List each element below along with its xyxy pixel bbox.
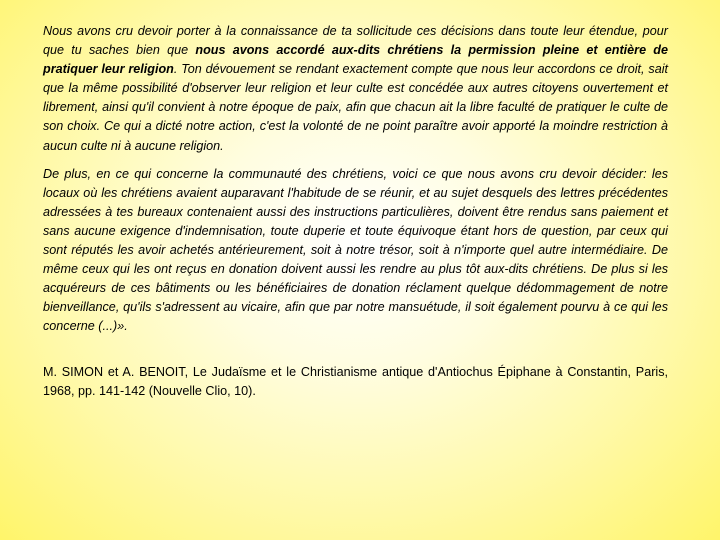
paragraph-2 xyxy=(43,165,668,337)
paragraph-1-emphasis: nous avons accordé aux-dits chrétiens la permission pleine et entière de pratiquer leur religion xyxy=(43,43,668,77)
document-page xyxy=(43,22,668,410)
paragraph-1 xyxy=(43,22,668,156)
paragraph-2-text: De plus, en ce qui concerne la communauté des chrétiens, voici ce que nous avons cru devoir décider: les locaux où les chrétiens avaient auparavant l'habitude de se réunir, et au sujet desquels des lettres précédentes adressées à tes bureaux contenaient aussi des instructions particulières, doivent être rendus sans paiement et sans aucune exigence d'indemnisation, toute duperie et toute équivoque étant hors de question, par ceux qui sont réputés les avoir achetés antérieurement, soit à notre trésor, soit à n'importe quel autre intermédiaire. De même ceux qui les ont reçus en donation doivent aussi les rendre au plus tôt aux-dits chrétiens. De plus si les acquéreurs de ces bâtiments ou les bénéficiaires de donation réclament quelque dédommagement de notre bienveillance, qu'ils s'adressent au vicaire, afin que par notre mansuétude, il soit également pourvu à ce qui les concerne (...)». xyxy=(43,166,668,334)
citation: M. SIMON et A. BENOIT, Le Judaïsme et le Christianisme antique d'Antiochus Épiphane à Constantin, Paris, 1968, pp. 141-142 (Nouvelle Clio, 10). xyxy=(43,364,668,398)
paragraph-1-text-a: Nous avons cru devoir porter à la connaissance de ta sollicitude ces décisions dans toute leur étendue, pour que tu saches bien que xyxy=(43,24,668,58)
paragraph-1-text-b: . Ton dévouement se rendant exactement compte que nous leur accordons ce droit, sait que la même possibilité d'observer leur religion et leur culte est concédée aux autres citoyens ouvertement et librement, ainsi qu'il convient à notre époque de paix, afin que chacun ait la libre faculté de pratiquer le culte de son choix. Ce qui a dicté notre action, c'est la volonté de ne point paraître avoir apporté la moindre restriction à aucun culte ni à aucune religion. xyxy=(43,62,668,153)
